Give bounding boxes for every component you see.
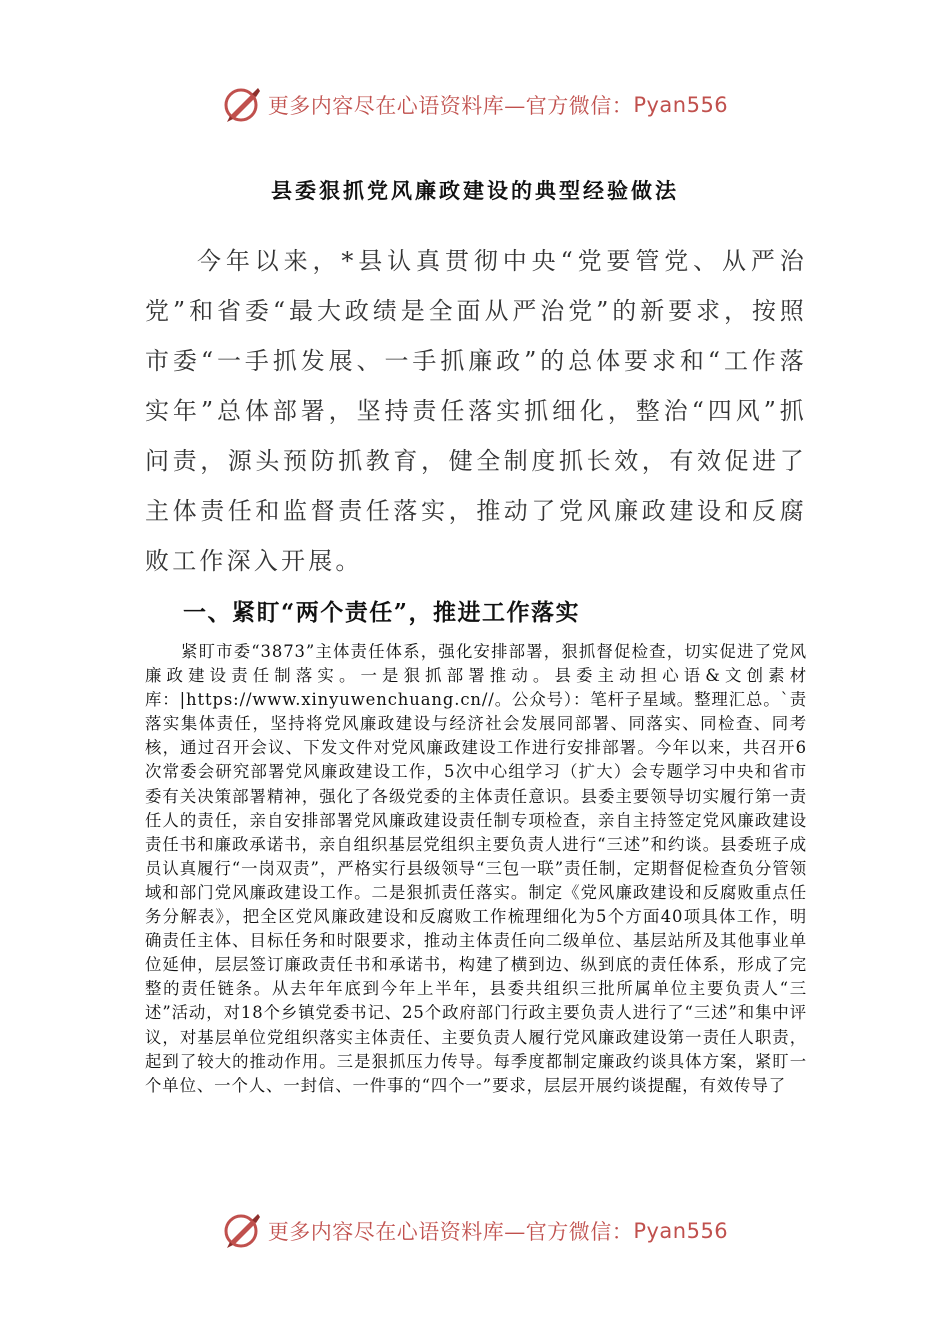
intro-paragraph: 今年以来，*县认真贯彻中央“党要管党、从严治党”和省委“最大政绩是全面从严治党”的新要求，按照市委“一手抓发展、一手抓廉政”的总体要求和“工作落实年”总体部署，坚持责任落实抓细化，整治“四风”抓问责，源头预防抓教育，健全制度抓长效，有效促进了主体责任和监督责任落实，推动了党风廉政建设和反腐败工作深入开展。: [145, 247, 807, 575]
header-banner: [0, 83, 950, 127]
footer-banner: [0, 1209, 950, 1253]
banner-text: 更多内容尽在心语资料库—官方微信：: [267, 1220, 634, 1244]
pen-logo-icon: [222, 85, 262, 125]
pen-logo-icon: [222, 1211, 262, 1251]
banner-wechat-id: Pyan556: [633, 93, 729, 117]
section-1-body: 紧盯市委“3873”主体责任体系，强化安排部署，狠抓督促检查，切实促进了党风廉政建设责任制落实。一是狠抓部署推动。县委主动担心语&文创素材库：|https://www.xinyuwenchuang.cn//。公众号）：笔杆子星域。整理汇总。`责落实集体责任，坚持将党风廉政建设与经济社会发展同部署、同落实、同检查、同考核，通过召开会议、下发文件对党风廉政建设工作进行安排部署。今年以来，共召开6次常委会研究部署党风廉政建设工作，5次中心组学习（扩大）会专题学习中央和省市委有关决策部署精神，强化了各级党委的主体责任意识。县委主要领导切实履行第一责任人的责任，亲自安排部署党风廉政建设责任制专项检查，亲自主持签定党风廉政建设责任书和廉政承诺书，亲自组织基层党组织主要负责人进行“三述”和约谈。县委班子成员认真履行“一岗双责”，严格实行县级领导“三包一联”责任制，定期督促检查负分管领域和部门党风廉政建设工作。二是狠抓责任落实。制定《党风廉政建设和反腐败重点任务分解表》，把全区党风廉政建设和反腐败工作梳理细化为5个方面40项具体工作，明确责任主体、目标任务和时限要求，推动主体责任向二级单位、基层站所及其他事业单位延伸，层层签订廉政责任书和承诺书，构建了横到边、纵到底的责任体系，形成了完整的责任链条。从去年年底到今年上半年，县委共组织三批所属单位主要负责人“三述”活动，对18个乡镇党委书记、25个政府部门行政主要负责人进行了“三述”和集中评议，对基层单位党组织落实主体责任、主要负责人履行党风廉政建设第一责任人职责，起到了较大的推动作用。三是狠抓压力传导。每季度都制定廉政约谈具体方案，紧盯一个单位、一个人、一封信、一件事的“四个一”要求，层层开展约谈提醒，有效传导了: [145, 642, 807, 1095]
section-heading-1: 一、紧盯“两个责任”，推进工作落实: [183, 599, 580, 626]
banner-text: 更多内容尽在心语资料库—官方微信：: [267, 94, 634, 118]
document-title: 县委狠抓党风廉政建设的典型经验做法: [271, 178, 679, 203]
banner-wechat-id: Pyan556: [633, 1219, 729, 1243]
